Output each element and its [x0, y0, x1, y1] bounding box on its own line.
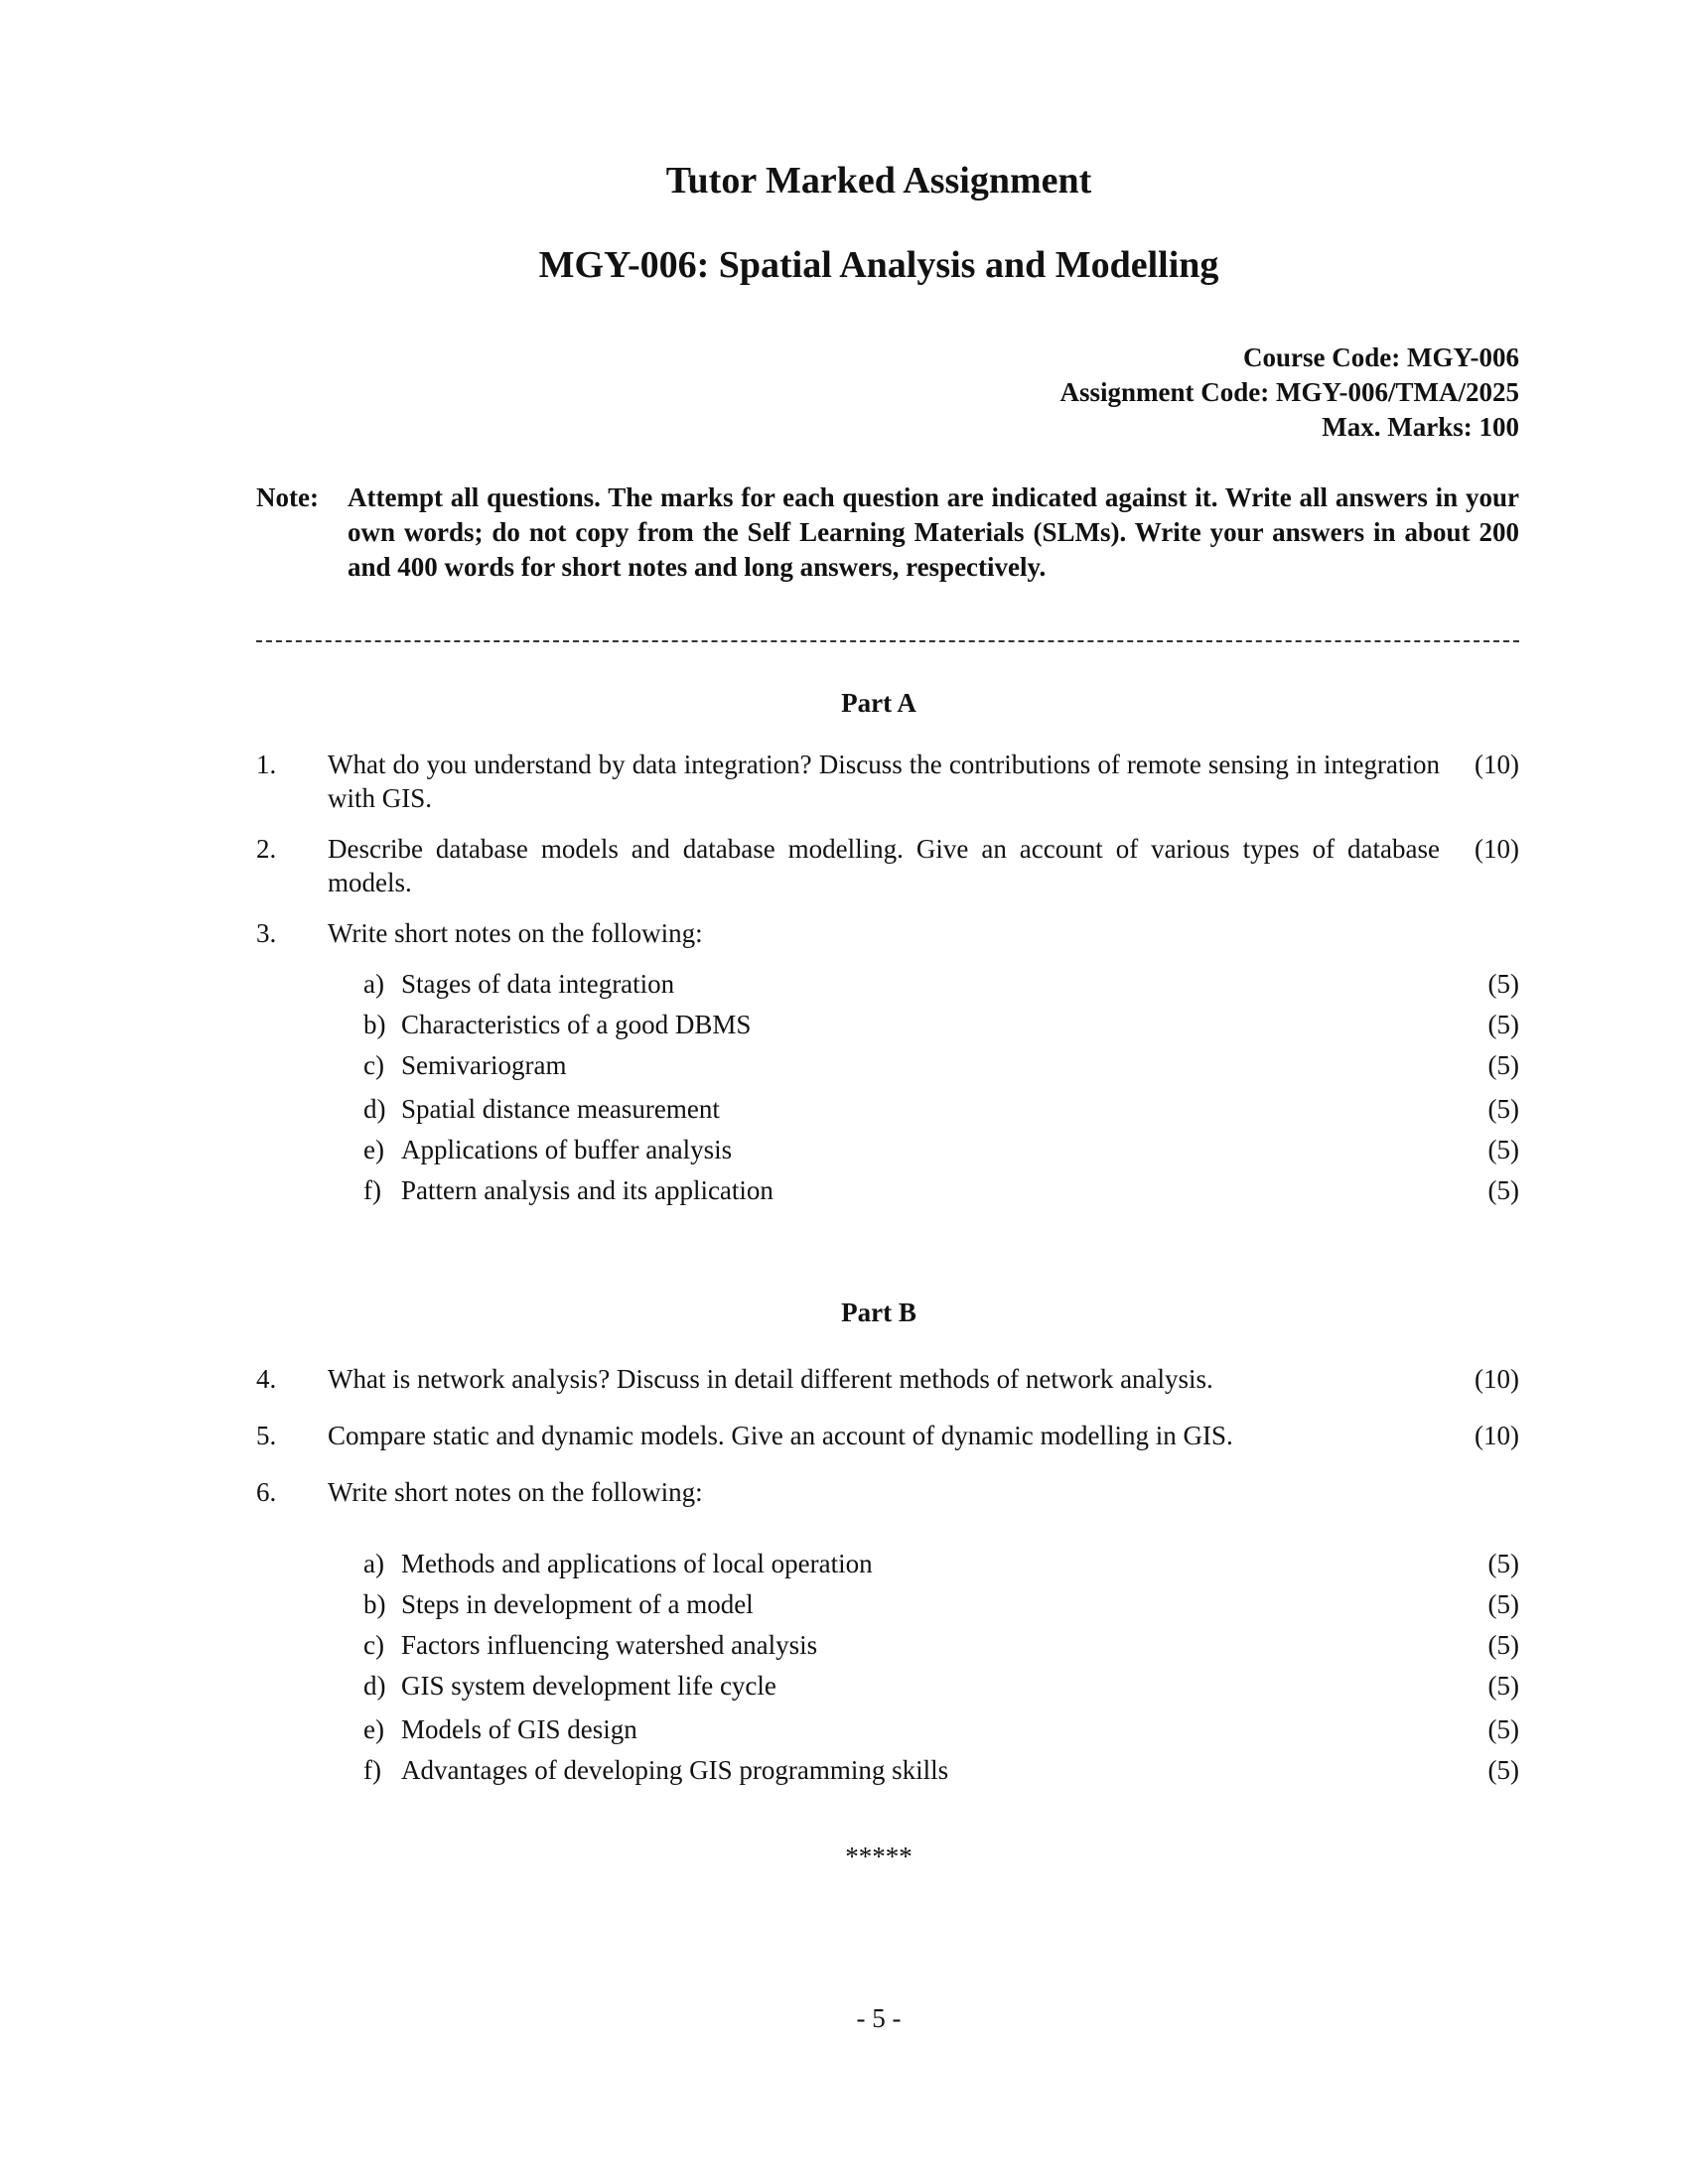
note-label: Note:: [256, 482, 319, 512]
question-text: What do you understand by data integration? Discuss the contributions of remote sensing in integration with GIS.: [328, 750, 1440, 813]
sub-item-3f: [363, 1173, 1519, 1207]
question-number: 6.: [256, 1477, 277, 1507]
question-1: [256, 748, 1519, 815]
question-number: 2.: [256, 834, 277, 864]
sub-item-label: c): [363, 1050, 384, 1080]
sub-item-label: e): [363, 1714, 384, 1744]
sub-item-6d: [363, 1669, 1519, 1703]
sub-item-marks: (5): [1487, 1135, 1519, 1164]
sub-item-label: f): [363, 1755, 381, 1785]
sub-item-label: f): [363, 1175, 381, 1205]
sub-item-6a: [363, 1547, 1519, 1580]
assignment-code: Assignment Code: MGY-006/TMA/2025: [1059, 377, 1519, 407]
question-2: [256, 832, 1519, 899]
question-text: Write short notes on the following:: [328, 918, 703, 948]
sub-item-text: Factors influencing watershed analysis: [401, 1630, 818, 1660]
sub-item-marks: (5): [1487, 1094, 1519, 1124]
sub-item-text: Applications of buffer analysis: [401, 1135, 733, 1164]
page-number: - 5 -: [856, 2003, 902, 2033]
dashed-separator: [256, 640, 1519, 642]
question-text: What is network analysis? Discuss in detail different methods of network analysis.: [328, 1364, 1213, 1394]
max-marks: Max. Marks: 100: [1322, 412, 1519, 442]
course-code: Course Code: MGY-006: [1243, 342, 1519, 372]
sub-item-6f: [363, 1753, 1519, 1787]
sub-item-text: Pattern analysis and its application: [401, 1175, 774, 1205]
sub-item-label: e): [363, 1135, 384, 1164]
sub-item-3c: [363, 1048, 1519, 1082]
question-number: 3.: [256, 918, 277, 948]
sub-item-text: Characteristics of a good DBMS: [401, 1010, 752, 1039]
question-6: [256, 1475, 1519, 1509]
question-number: 4.: [256, 1364, 277, 1394]
sub-item-marks: (5): [1487, 1050, 1519, 1080]
sub-item-label: c): [363, 1630, 384, 1660]
question-marks: (10): [1475, 1364, 1519, 1394]
end-marker: *****: [845, 1842, 913, 1871]
sub-item-text: Methods and applications of local operation: [401, 1549, 873, 1578]
sub-item-3e: [363, 1133, 1519, 1166]
part-a-heading: Part A: [841, 688, 916, 718]
sub-item-text: Models of GIS design: [401, 1714, 637, 1744]
question-marks: [1460, 916, 1519, 950]
question-4: [256, 1362, 1519, 1396]
sub-item-label: d): [363, 1094, 386, 1124]
sub-item-marks: (5): [1487, 1175, 1519, 1205]
sub-item-3d: [363, 1092, 1519, 1126]
sub-item-marks: (5): [1487, 1755, 1519, 1785]
document-title: Tutor Marked Assignment: [665, 160, 1092, 202]
sub-item-6e: [363, 1712, 1519, 1746]
note-text: Attempt all questions. The marks for each question are indicated against it. Write all answers in your own words; do not copy from the Self Learning Materials (SLMs). Write your answers in about 200 and 400 words for short notes and long answers, respectively.: [348, 482, 1519, 582]
question-marks: [1460, 1475, 1519, 1509]
sub-item-text: Semivariogram: [401, 1050, 567, 1080]
sub-item-label: a): [363, 1549, 384, 1578]
question-marks: (10): [1475, 834, 1519, 864]
part-b-heading: Part B: [841, 1297, 916, 1327]
question-3: [256, 916, 1519, 950]
sub-item-text: Steps in development of a model: [401, 1589, 754, 1619]
sub-item-3b: [363, 1008, 1519, 1041]
question-number: 1.: [256, 750, 277, 779]
sub-item-label: b): [363, 1589, 386, 1619]
question-marks: (10): [1475, 1421, 1519, 1450]
question-text: Write short notes on the following:: [328, 1477, 703, 1507]
sub-item-6b: [363, 1587, 1519, 1621]
sub-item-text: Spatial distance measurement: [401, 1094, 720, 1124]
sub-item-label: a): [363, 969, 384, 999]
sub-item-text: GIS system development life cycle: [401, 1671, 776, 1701]
sub-item-marks: (5): [1487, 1589, 1519, 1619]
sub-item-6c: [363, 1628, 1519, 1662]
question-marks: (10): [1475, 750, 1519, 779]
question-text: Compare static and dynamic models. Give an account of dynamic modelling in GIS.: [328, 1421, 1233, 1450]
sub-item-label: d): [363, 1671, 386, 1701]
sub-item-marks: (5): [1487, 969, 1519, 999]
question-text: Describe database models and database modelling. Give an account of various types of database models.: [328, 834, 1440, 897]
question-number: 5.: [256, 1421, 277, 1450]
sub-item-text: Stages of data integration: [401, 969, 675, 999]
sub-item-marks: (5): [1487, 1010, 1519, 1039]
sub-item-marks: (5): [1487, 1671, 1519, 1701]
sub-item-marks: (5): [1487, 1630, 1519, 1660]
course-title: MGY-006: Spatial Analysis and Modelling: [538, 244, 1219, 286]
instructions-note: [256, 480, 1519, 585]
question-5: [256, 1419, 1519, 1452]
sub-item-text: Advantages of developing GIS programming skills: [401, 1755, 949, 1785]
sub-item-label: b): [363, 1010, 386, 1039]
sub-item-marks: (5): [1487, 1714, 1519, 1744]
sub-item-3a: [363, 967, 1519, 1001]
sub-item-marks: (5): [1487, 1549, 1519, 1578]
